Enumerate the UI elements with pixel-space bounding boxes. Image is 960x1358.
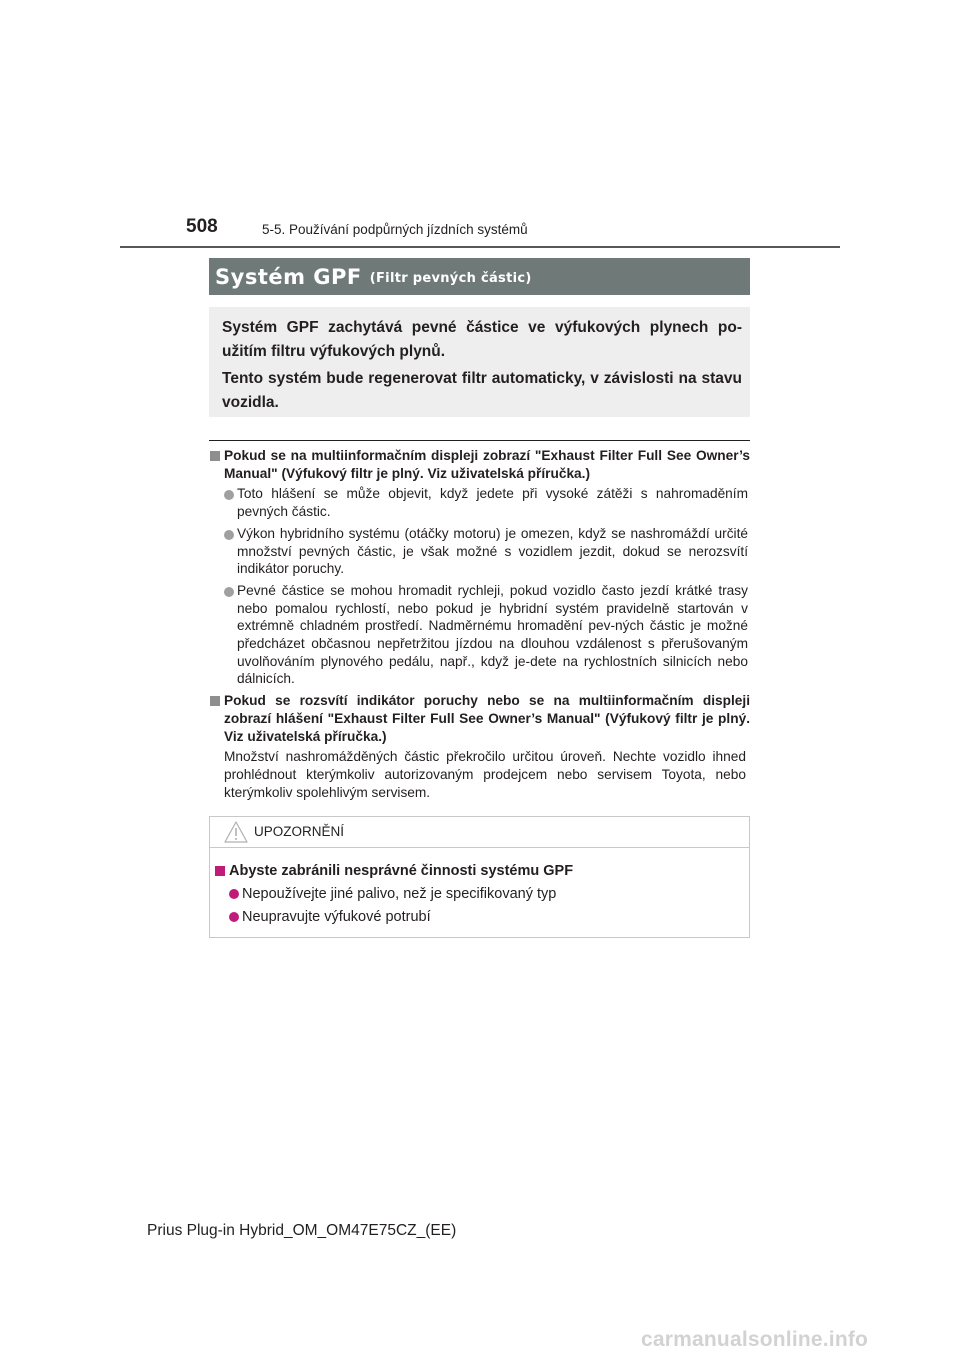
warning-heading [214,860,749,883]
section-title: Systém GPF [215,264,362,289]
note-heading-text: Pokud se na multiinformačním displeji zobrazí "Exhaust Filter Full See Owner’s Manual" (Výfukový filtr je plný. Viz uživatelská příručka.) [224,448,750,481]
list-item [214,883,749,906]
note-heading [209,692,750,745]
warning-triangle-icon [224,821,248,843]
square-bullet-icon [215,866,225,876]
document-footer: Prius Plug-in Hybrid_OM_OM47E75CZ_(EE) [147,1222,457,1239]
warning-header [210,817,749,848]
list-item [209,485,750,520]
warning-body [210,848,749,929]
list-item [214,906,749,929]
watermark: carmanualsonline.info [641,1328,869,1351]
note-heading [209,447,750,482]
section-subtitle: (Filtr pevných částic) [369,271,532,286]
list-item-text: Neupravujte výfukové potrubí [242,909,431,925]
chapter-title: 5-5. Používání podpůrných jízdních systémů [262,222,528,237]
divider [209,440,750,441]
note-heading-text: Pokud se rozsvítí indikátor poruchy nebo se na multiinformačním displeji zobrazí hlášení "Exhaust Filter Full See Owner’s Manual" (Výfukový filtr je plný. Viz uživatelská příručka.) [224,693,750,744]
warning-box [209,816,750,938]
notes-content [209,447,750,801]
warning-heading-text: Abyste zabránili nesprávné činnosti systému GPF [229,863,574,879]
note-paragraph: Množství nashromážděných částic překročilo určitou úroveň. Nechte vozidlo ihned prohlédnout kterýmkoliv autorizovaným prodejcem nebo servisem Toyota, nebo kterýmkoliv spolehlivým servisem. [224,749,746,800]
page-number: 508 [186,216,218,237]
list-item-text: Nepoužívejte jiné palivo, než je specifikovaný typ [242,886,557,902]
bullet-dot-icon [224,587,234,597]
bullet-dot-icon [229,889,239,899]
warning-title: UPOZORNĚNÍ [254,824,345,839]
square-bullet-icon [210,696,220,706]
square-bullet-icon [210,451,220,461]
list-item-text: Výkon hybridního systému (otáčky motoru) je omezen, když se nashromáždí určité množství pevných částic, je však možné s vozidlem jezdit, dokud se nerozsvítí indikátor poruchy. [237,525,748,577]
intro-paragraph: Systém GPF zachytává pevné částice ve výfukových plynech po-užitím filtru výfukových plynů. [222,319,742,360]
list-item [209,582,750,688]
intro-paragraph: Tento systém bude regenerovat filtr automaticky, v závislosti na stavu vozidla. [222,370,742,411]
bullet-dot-icon [224,490,234,500]
list-item-text: Toto hlášení se může objevit, když jedete při vysoké zátěži s nahromaděním pevných částic. [237,486,748,520]
intro-box [209,307,750,417]
list-item [209,525,750,578]
bullet-dot-icon [224,530,234,540]
list-item-text: Pevné částice se mohou hromadit rychleji, pokud vozidlo často jezdí krátké trasy nebo pomalou rychlostí, nebo pokud je hybridní systém pravidelně startován v extrémně chladném prostředí. Nadměrnému hromadění pev-ných částic je možné předcházet občasnou nepřetržitou jízdou na dlouhou vzdálenost s přerušovaným uvolňováním plynového pedálu, např., když je-dete na rychlostních silnicích nebo dálnicích. [237,582,748,687]
bullet-dot-icon [229,912,239,922]
section-title-bar [209,258,750,295]
page-header [120,214,840,248]
